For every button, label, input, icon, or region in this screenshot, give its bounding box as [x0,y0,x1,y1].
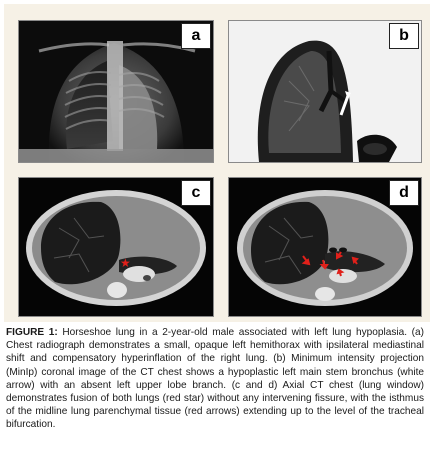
panel-a-chest-radiograph [18,20,214,163]
panel-label-d: d [389,180,419,206]
panel-label-c: c [181,180,211,206]
panel-d-axial-ct [228,177,422,317]
caption-text: Horseshoe lung in a 2-year-old male associated with left lung hypoplasia. (a) Chest radiograph demonstrates a small, opaque left hemithorax with ipsilateral mediastinal shift and compensatory hyperinflation of the right lung. (b) Minimum intensity projection (MinIp) coronal image of the CT chest shows a hypoplastic left main stem bronchus (white arrow) with an absent left upper lobe branch. (c and d) Axial CT chest (lung window) demonstrates fusion of both lungs (red star) without any intervening fissure, with the isthmus of the midline lung parenchymal tissue (red arrows) extending up to the level of the tracheal bifurcation. [6,327,424,431]
panel-label-a: a [181,23,211,49]
figure-frame [4,4,430,322]
red-star-icon: ★ [120,256,131,270]
caption-label: FIGURE 1: [6,327,58,338]
panel-c-axial-ct [18,177,214,317]
panel-label-b: b [389,23,419,49]
panel-b-minip-coronal-ct [228,20,422,163]
figure-caption [6,326,424,432]
